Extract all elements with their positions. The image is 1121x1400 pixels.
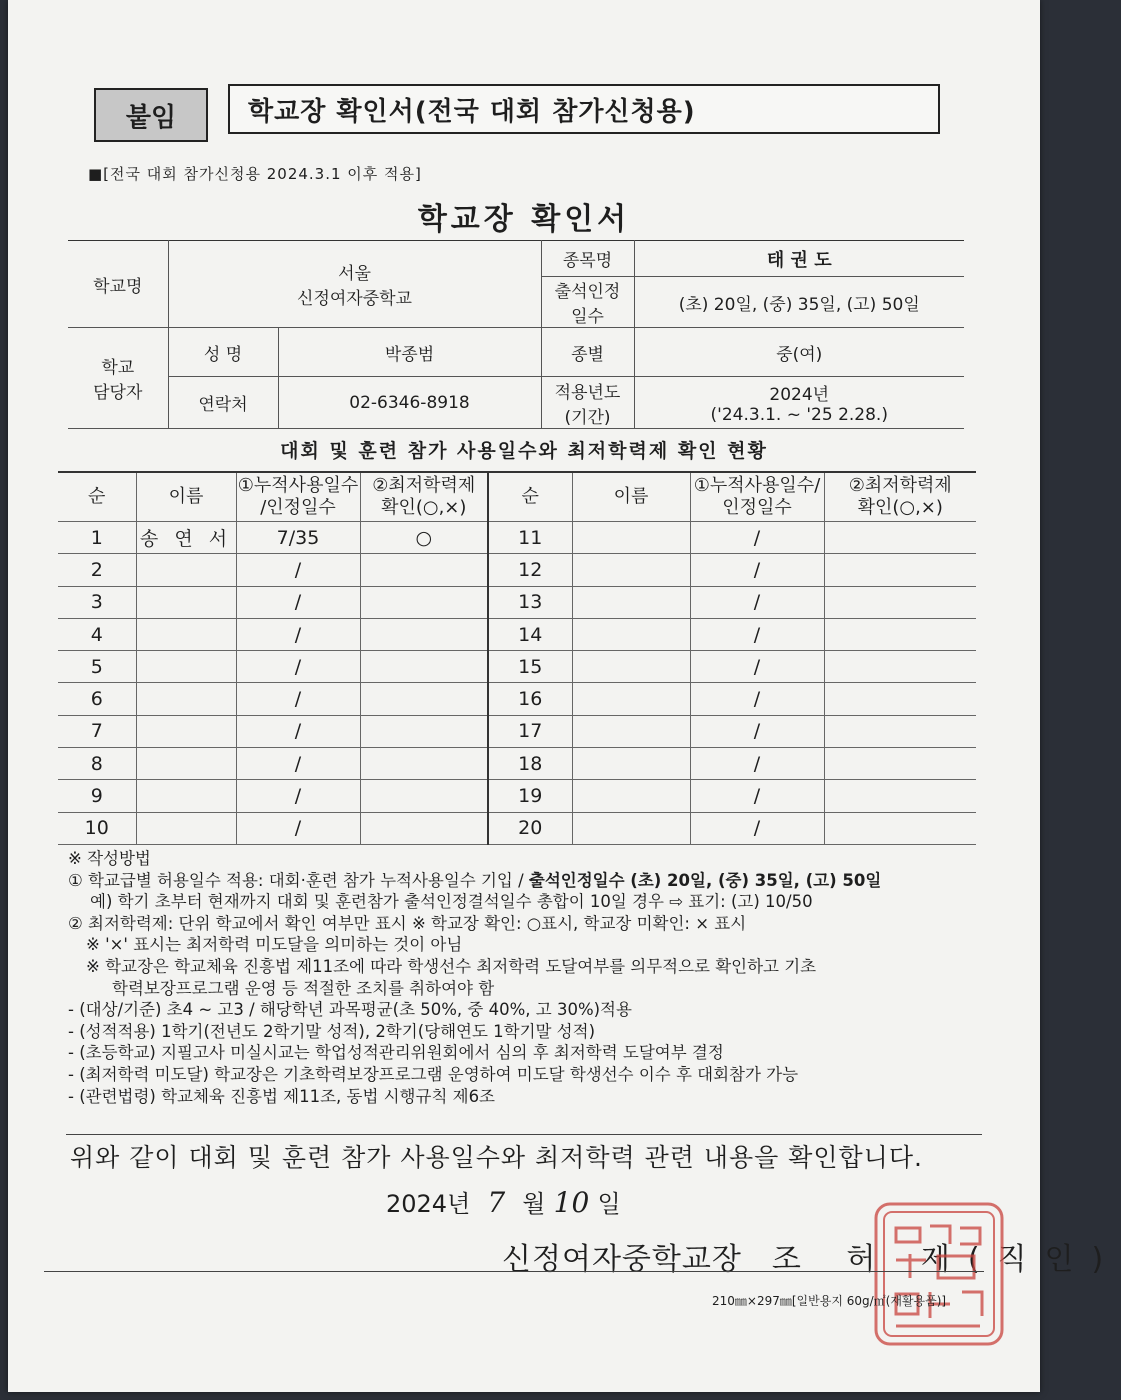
row-no: 4 (58, 618, 136, 650)
row-name (136, 780, 236, 812)
row-edu-right (824, 812, 976, 844)
detail-4: - (최저학력 미도달) 학교장은 기초학력보장프로그램 운영하여 미도달 학생선수 이수 후 대회참가 가능 (68, 1064, 799, 1084)
school-label: 학교명 (68, 241, 168, 328)
row-edu (360, 715, 488, 747)
contact-label: 연락처 (168, 377, 278, 429)
row-name-right (572, 780, 690, 812)
document-page (8, 0, 1121, 1392)
row-days: / (236, 683, 360, 715)
year-label-line1: 적용년도 (554, 382, 621, 403)
detail-2: - (성적적용) 1학기(전년도 2학기말 성적), 2학기(당해연도 1학기말 성적) (68, 1021, 596, 1041)
row-name (136, 586, 236, 618)
row-no-right: 16 (488, 683, 572, 715)
table-row (58, 586, 976, 618)
row-days-right: / (690, 554, 824, 586)
date-month-unit: 월 (522, 1190, 546, 1218)
row-name-right (572, 554, 690, 586)
row-days: / (236, 554, 360, 586)
row-name (136, 618, 236, 650)
date-day: 10 (553, 1186, 590, 1219)
table-row (58, 618, 976, 650)
row-days-right: / (690, 780, 824, 812)
row-days: / (236, 812, 360, 844)
col-days-line1: ①누적사용일수 (237, 475, 359, 496)
table-row (58, 715, 976, 747)
gender-label: 종별 (541, 328, 634, 377)
header-title: 학교장 확인서(전국 대회 참가신청용) (228, 84, 940, 134)
row-no-right: 12 (488, 554, 572, 586)
row-edu (360, 812, 488, 844)
row-days-right: / (690, 651, 824, 683)
col-no: 순 (58, 472, 136, 522)
row-no: 1 (58, 522, 136, 554)
detail-1: - (대상/기준) 초4 ~ 고3 / 해당학년 과목평균(초 50%, 중 40%, 고 30%)적용 (68, 1000, 632, 1020)
table-row (58, 683, 976, 715)
row-days-right: / (690, 683, 824, 715)
row-edu (360, 748, 488, 780)
usage-section-title: 대회 및 훈련 참가 사용일수와 최저학력제 확인 현황 (280, 440, 768, 462)
row-no-right: 11 (488, 522, 572, 554)
row-edu-right (824, 522, 976, 554)
attend-label-line1: 출석인정 (554, 282, 621, 302)
col-edu-right-line2: 확인(○,×) (857, 497, 943, 518)
signer-name: 조 허 제(직인) (771, 1242, 1121, 1277)
date-year: 2024년 (386, 1190, 471, 1218)
row-days: / (236, 780, 360, 812)
col-days (236, 472, 360, 522)
year-label-line2: (기간) (564, 407, 611, 428)
note-2-b: ※ 학교장은 학교체육 진흥법 제11조에 따라 학생선수 최저학력 도달여부를 의무적으로 확인하고 기초 (86, 956, 817, 976)
row-edu-right (824, 586, 976, 618)
date-month: 7 (487, 1186, 506, 1219)
instructions-heading: ※ 작성방법 (68, 849, 151, 868)
row-name (136, 554, 236, 586)
col-edu-line1: ②최저학력제 (372, 475, 476, 496)
name-value: 박종범 (278, 328, 541, 377)
row-days: 7/35 (236, 522, 360, 554)
row-no-right: 20 (488, 812, 572, 844)
row-name-right (572, 748, 690, 780)
col-days-right-line2: 인정일수 (722, 497, 792, 518)
issue-date (386, 1184, 621, 1219)
attend-label (541, 277, 634, 328)
row-name-right (572, 651, 690, 683)
col-edu (360, 472, 488, 522)
row-days: / (236, 748, 360, 780)
name-label: 성 명 (168, 328, 278, 377)
attend-label-line2: 일수 (571, 307, 604, 327)
contact-value: 02-6346-8918 (278, 377, 541, 429)
signer-title: 신정여자중학교장 (502, 1242, 742, 1277)
detail-5: - (관련법령) 학교체육 진흥법 제11조, 동법 시행규칙 제6조 (68, 1086, 495, 1106)
school-name: 신정여자중학교 (297, 289, 412, 309)
row-no: 10 (58, 812, 136, 844)
row-days: / (236, 618, 360, 650)
attend-value: (초) 20일, (중) 35일, (고) 50일 (634, 277, 964, 328)
table-row (58, 812, 976, 844)
note-2-a: ※ '×' 표시는 최저학력 미도달을 의미하는 것이 아님 (86, 935, 463, 955)
manager-label (68, 328, 168, 429)
row-name: 송 연 서 (136, 522, 236, 554)
row-name-right (572, 618, 690, 650)
row-name-right (572, 715, 690, 747)
school-region: 서울 (338, 264, 371, 284)
sport-label: 종목명 (541, 241, 634, 277)
detail-3: - (초등학교) 지필고사 미실시교는 학업성적관리위원회에서 심의 후 최저학력 도달여부 결정 (68, 1043, 724, 1063)
school-value (168, 241, 541, 328)
instructions (68, 848, 998, 1107)
row-edu-right (824, 780, 976, 812)
usage-table (58, 471, 976, 845)
row-edu-right (824, 683, 976, 715)
col-days-right-line1: ①누적사용일수/ (693, 475, 821, 496)
row-edu-right (824, 618, 976, 650)
row-days: / (236, 651, 360, 683)
row-days-right: / (690, 586, 824, 618)
table-row (58, 748, 976, 780)
note-1-example: 예) 학기 초부터 현재까지 대회 및 훈련참가 출석인정결석일수 총합이 10일 경우 ⇨ 표기: (고) 10/50 (90, 892, 813, 912)
year-value-line2: ('24.3.1. ~ '25 2.28.) (710, 405, 888, 425)
table-row (58, 554, 976, 586)
col-no-right: 순 (488, 472, 572, 522)
row-edu-right (824, 554, 976, 586)
row-no-right: 15 (488, 651, 572, 683)
col-name-right: 이름 (572, 472, 690, 522)
row-edu (360, 651, 488, 683)
row-no-right: 17 (488, 715, 572, 747)
row-edu-right (824, 748, 976, 780)
row-days: / (236, 715, 360, 747)
row-edu (360, 683, 488, 715)
row-name-right (572, 586, 690, 618)
note-1-bold: 출석인정일수 (초) 20일, (중) 35일, (고) 50일 (528, 870, 882, 890)
note-1-text: ① 학교급별 허용일수 적용: 대회·훈련 참가 누적사용일수 기입 / (68, 870, 529, 890)
table-row (58, 522, 976, 554)
row-no-right: 18 (488, 748, 572, 780)
row-no-right: 14 (488, 618, 572, 650)
note-2-b-cont: 학력보장프로그램 운영 등 적절한 조치를 취하여야 함 (112, 978, 495, 998)
row-name-right (572, 522, 690, 554)
row-no-right: 19 (488, 780, 572, 812)
row-no: 7 (58, 715, 136, 747)
row-no: 2 (58, 554, 136, 586)
applicability-note: ■[전국 대회 참가신청용 2024.3.1 이후 적용] (88, 165, 422, 183)
page-title: 학교장 확인서 (417, 202, 631, 237)
row-no: 8 (58, 748, 136, 780)
row-days: / (236, 586, 360, 618)
table-row (58, 780, 976, 812)
manager-label-line2: 담당자 (93, 383, 143, 403)
note-2: ② 최저학력제: 단위 학교에서 확인 여부만 표시 ※ 학교장 확인: ○표시, 학교장 미확인: × 표시 (68, 913, 747, 933)
col-edu-right (824, 472, 976, 522)
official-seal-stamp (870, 1198, 1008, 1350)
row-edu (360, 780, 488, 812)
row-edu-right (824, 651, 976, 683)
school-info-table (68, 240, 964, 429)
row-no: 9 (58, 780, 136, 812)
row-edu (360, 554, 488, 586)
table-row (58, 651, 976, 683)
row-no: 5 (58, 651, 136, 683)
note-1 (68, 870, 998, 892)
sport-value: 태 권 도 (634, 241, 964, 277)
col-name: 이름 (136, 472, 236, 522)
row-no: 6 (58, 683, 136, 715)
paper-spec: 210㎜×297㎜[일반용지 60g/㎡(재활용품)] (712, 1294, 947, 1308)
col-days-right (690, 472, 824, 522)
row-name-right (572, 683, 690, 715)
row-days-right: / (690, 748, 824, 780)
col-days-line2: /인정일수 (260, 497, 336, 518)
col-edu-right-line1: ②최저학력제 (848, 475, 952, 496)
attachment-tag: 붙임 (94, 88, 208, 142)
year-value-line1: 2024년 (769, 385, 830, 405)
date-day-unit: 일 (597, 1190, 621, 1218)
row-days-right: / (690, 618, 824, 650)
usage-table-body (58, 522, 976, 845)
row-edu-right (824, 715, 976, 747)
row-name (136, 683, 236, 715)
bottom-divider (44, 1271, 984, 1272)
divider (66, 1134, 982, 1135)
row-edu: ○ (360, 522, 488, 554)
row-no: 3 (58, 586, 136, 618)
year-label (541, 377, 634, 429)
row-days-right: / (690, 715, 824, 747)
row-name (136, 651, 236, 683)
col-edu-line2: 확인(○,×) (381, 497, 467, 518)
row-name (136, 748, 236, 780)
row-name (136, 715, 236, 747)
row-no-right: 13 (488, 586, 572, 618)
manager-label-line1: 학교 (101, 358, 135, 378)
gender-value: 중(여) (634, 328, 964, 377)
row-name (136, 812, 236, 844)
row-days-right: / (690, 812, 824, 844)
year-value (634, 377, 964, 429)
row-name-right (572, 812, 690, 844)
row-days-right: / (690, 522, 824, 554)
row-edu (360, 586, 488, 618)
confirmation-text: 위와 같이 대회 및 훈련 참가 사용일수와 최저학력 관련 내용을 확인합니다. (70, 1143, 923, 1172)
row-edu (360, 618, 488, 650)
